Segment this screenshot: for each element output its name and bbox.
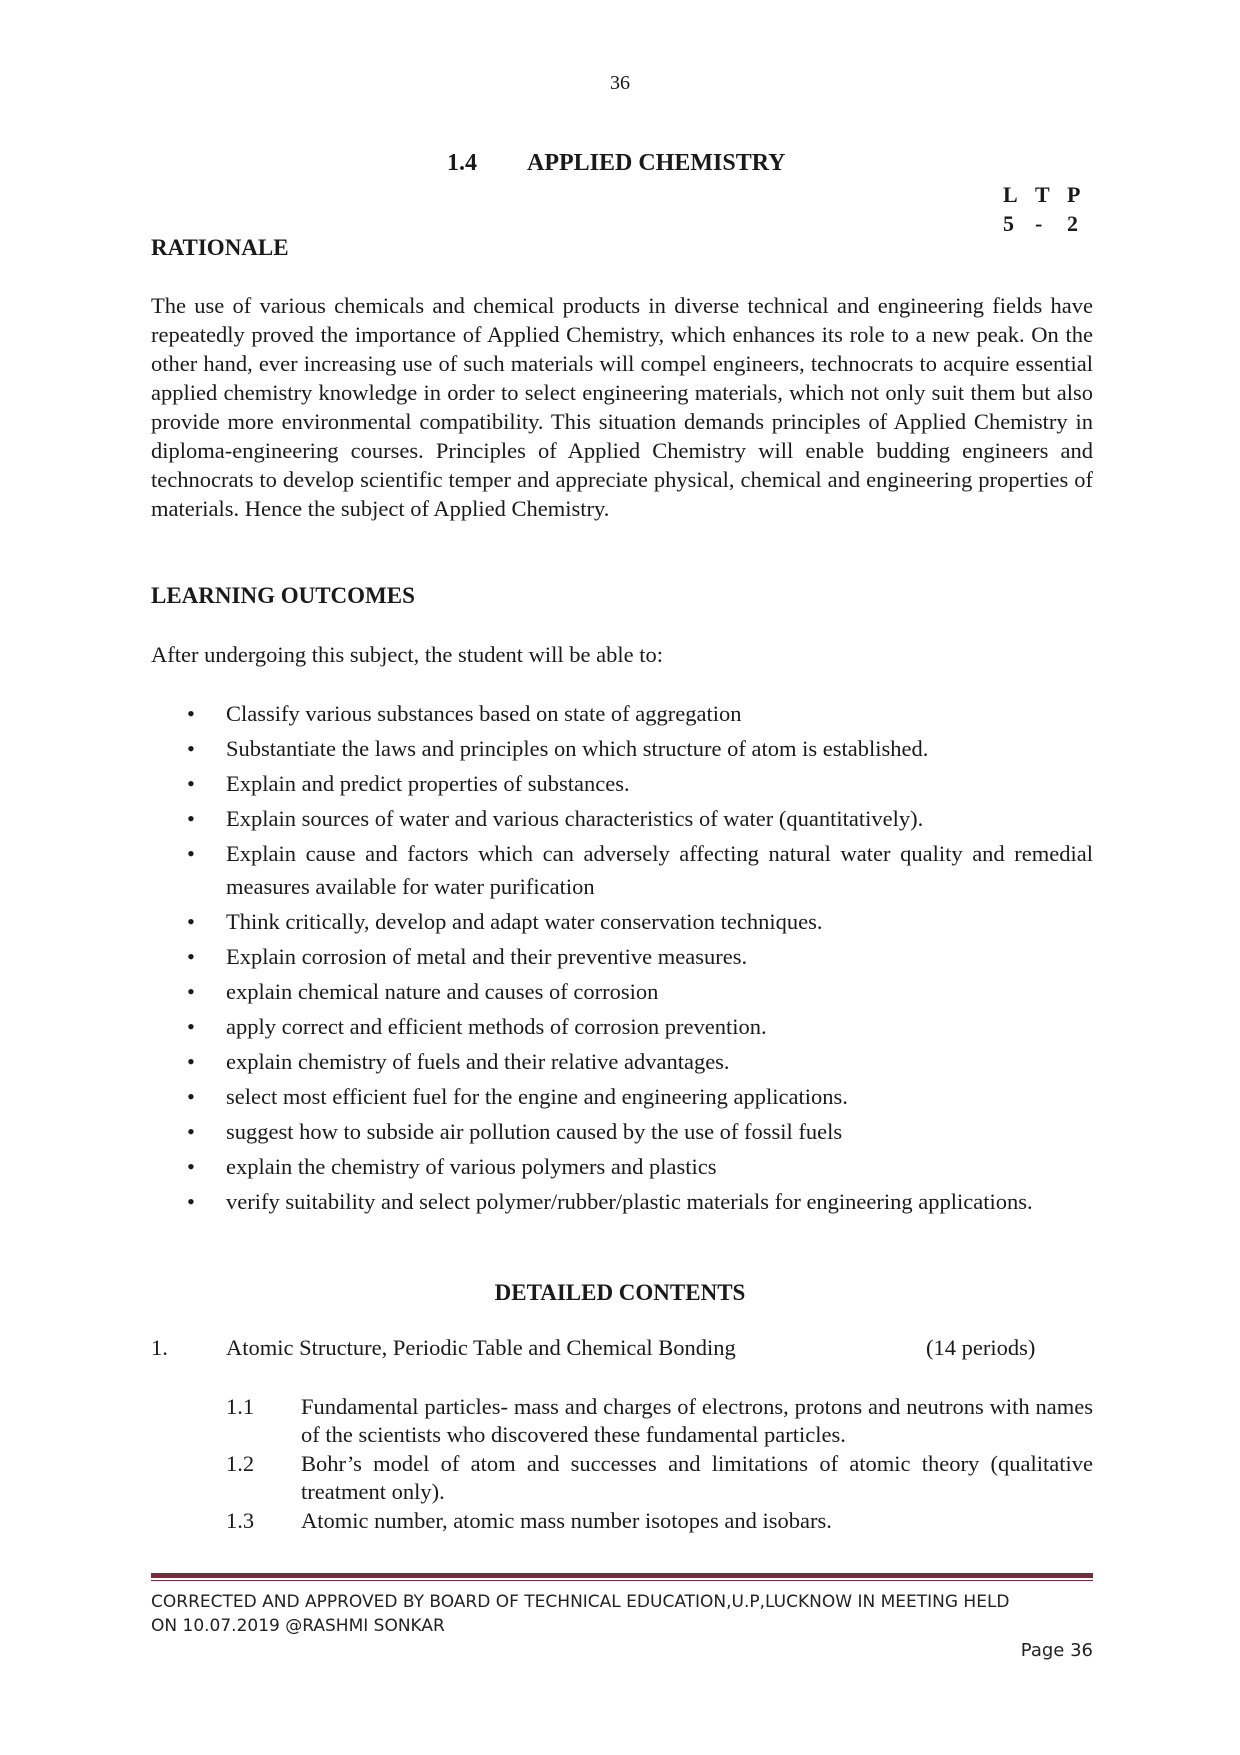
learning-outcome-text: Explain sources of water and various characteristics of water (quantitatively).: [226, 806, 924, 831]
learning-outcome-item: [151, 1045, 1093, 1078]
bullet-icon: •: [187, 909, 195, 934]
bullet-icon: •: [187, 944, 195, 969]
ltp-value-l: 5: [1003, 211, 1014, 236]
learning-outcomes-intro: After undergoing this subject, the student will be able to:: [151, 642, 663, 667]
bullet-icon: •: [187, 806, 195, 831]
learning-outcome-item: [151, 697, 1093, 730]
learning-outcome-item: [151, 940, 1093, 973]
ltp-block: [1003, 180, 1080, 238]
learning-outcome-item: [151, 1010, 1093, 1043]
course-title: [447, 150, 786, 177]
subtopic-text: Atomic number, atomic mass number isotopes and isobars.: [301, 1508, 832, 1533]
bullet-icon: •: [187, 841, 195, 866]
subtopic-item: [226, 1450, 1093, 1506]
footer-line-1: CORRECTED AND APPROVED BY BOARD OF TECHNICAL EDUCATION,U.P,LUCKNOW IN MEETING HELD: [151, 1592, 1010, 1612]
bullet-icon: •: [187, 736, 195, 761]
learning-outcome-text: explain chemical nature and causes of corrosion: [226, 979, 659, 1004]
learning-outcome-text: apply correct and efficient methods of corrosion prevention.: [226, 1014, 767, 1039]
learning-outcome-text: suggest how to subside air pollution caused by the use of fossil fuels: [226, 1119, 843, 1144]
ltp-values: [1003, 209, 1080, 238]
bullet-icon: •: [187, 1084, 195, 1109]
learning-outcome-text: Substantiate the laws and principles on which structure of atom is established.: [226, 736, 929, 761]
subtopic-item: [226, 1507, 1093, 1535]
learning-outcome-text: Think critically, develop and adapt water conservation techniques.: [226, 909, 823, 934]
subtopic-number: 1.3: [226, 1508, 255, 1533]
learning-outcome-text: Explain cause and factors which can adversely affecting natural water quality and remedial measures available for water purification: [226, 841, 1093, 899]
footer-approval-note: [151, 1590, 1093, 1638]
ltp-value-t: -: [1035, 211, 1043, 236]
learning-outcome-text: Classify various substances based on state of aggregation: [226, 701, 742, 726]
ltp-value-p: 2: [1067, 211, 1078, 236]
footer-rule: [151, 1573, 1093, 1578]
subtopic-number: 1.1: [226, 1394, 255, 1419]
learning-outcome-item: [151, 802, 1093, 835]
bullet-icon: •: [187, 701, 195, 726]
bullet-icon: •: [187, 1049, 195, 1074]
learning-outcome-item: [151, 905, 1093, 938]
course-name: APPLIED CHEMISTRY: [527, 150, 786, 176]
learning-outcomes-list: [151, 697, 1093, 1220]
learning-outcome-item: [151, 767, 1093, 800]
learning-outcome-item: [151, 1080, 1093, 1113]
learning-outcome-item: [151, 1115, 1093, 1148]
learning-outcome-item: [151, 1150, 1093, 1183]
learning-outcome-text: explain the chemistry of various polymers and plastics: [226, 1154, 717, 1179]
bullet-icon: •: [187, 1154, 195, 1179]
subtopic-text: Fundamental particles- mass and charges of electrons, protons and neutrons with names of the scientists who discovered these fundamental particles.: [301, 1394, 1093, 1447]
page-number-top: 36: [610, 72, 630, 94]
bullet-icon: •: [187, 771, 195, 796]
learning-outcome-item: [151, 1185, 1093, 1218]
learning-outcome-item: [151, 732, 1093, 765]
subtopics-list: [226, 1393, 1093, 1536]
learning-outcomes-heading: LEARNING OUTCOMES: [151, 583, 415, 608]
unit-title: Atomic Structure, Periodic Table and Chemical Bonding: [226, 1335, 736, 1360]
footer-rule-thin: [151, 1580, 1093, 1581]
unit-number: 1.: [151, 1335, 168, 1360]
learning-outcome-text: Explain and predict properties of substances.: [226, 771, 630, 796]
rationale-text: The use of various chemicals and chemical products in diverse technical and engineering fields have repeatedly proved the importance of Applied Chemistry, which enhances its role to a new peak. On the other hand, ever increasing use of such materials will compel engineers, technocrats to acquire essential applied chemistry knowledge in order to select engineering materials, which not only suit them but also provide more environmental compatibility. This situation demands principles of Applied Chemistry in diploma-engineering courses. Principles of Applied Chemistry will enable budding engineers and technocrats to develop scientific temper and appreciate physical, chemical and engineering properties of materials. Hence the subject of Applied Chemistry.: [151, 293, 1093, 521]
detailed-contents-heading: DETAILED CONTENTS: [494, 1280, 746, 1305]
learning-outcome-item: [151, 837, 1093, 903]
subtopic-item: [226, 1393, 1093, 1449]
ltp-header-p: P: [1067, 182, 1081, 207]
bullet-icon: •: [187, 1189, 195, 1214]
course-number: 1.4: [447, 150, 477, 176]
bullet-icon: •: [187, 1014, 195, 1039]
learning-outcome-text: Explain corrosion of metal and their preventive measures.: [226, 944, 748, 969]
learning-outcome-text: select most efficient fuel for the engine and engineering applications.: [226, 1084, 848, 1109]
footer-line-2: ON 10.07.2019 @RASHMI SONKAR: [151, 1616, 445, 1636]
rationale-heading: RATIONALE: [151, 235, 289, 260]
ltp-header-t: T: [1035, 182, 1050, 207]
ltp-header-l: L: [1003, 182, 1018, 207]
learning-outcome-item: [151, 975, 1093, 1008]
learning-outcome-text: explain chemistry of fuels and their relative advantages.: [226, 1049, 730, 1074]
learning-outcome-text: verify suitability and select polymer/rubber/plastic materials for engineering applications.: [226, 1189, 1033, 1214]
unit-periods: (14 periods): [926, 1335, 1036, 1360]
bullet-icon: •: [187, 1119, 195, 1144]
ltp-headers: [1003, 180, 1080, 209]
bullet-icon: •: [187, 979, 195, 1004]
subtopic-text: Bohr’s model of atom and successes and limitations of atomic theory (qualitative treatment only).: [301, 1451, 1093, 1504]
footer-page-number: Page 36: [1020, 1640, 1093, 1661]
subtopic-number: 1.2: [226, 1451, 255, 1476]
